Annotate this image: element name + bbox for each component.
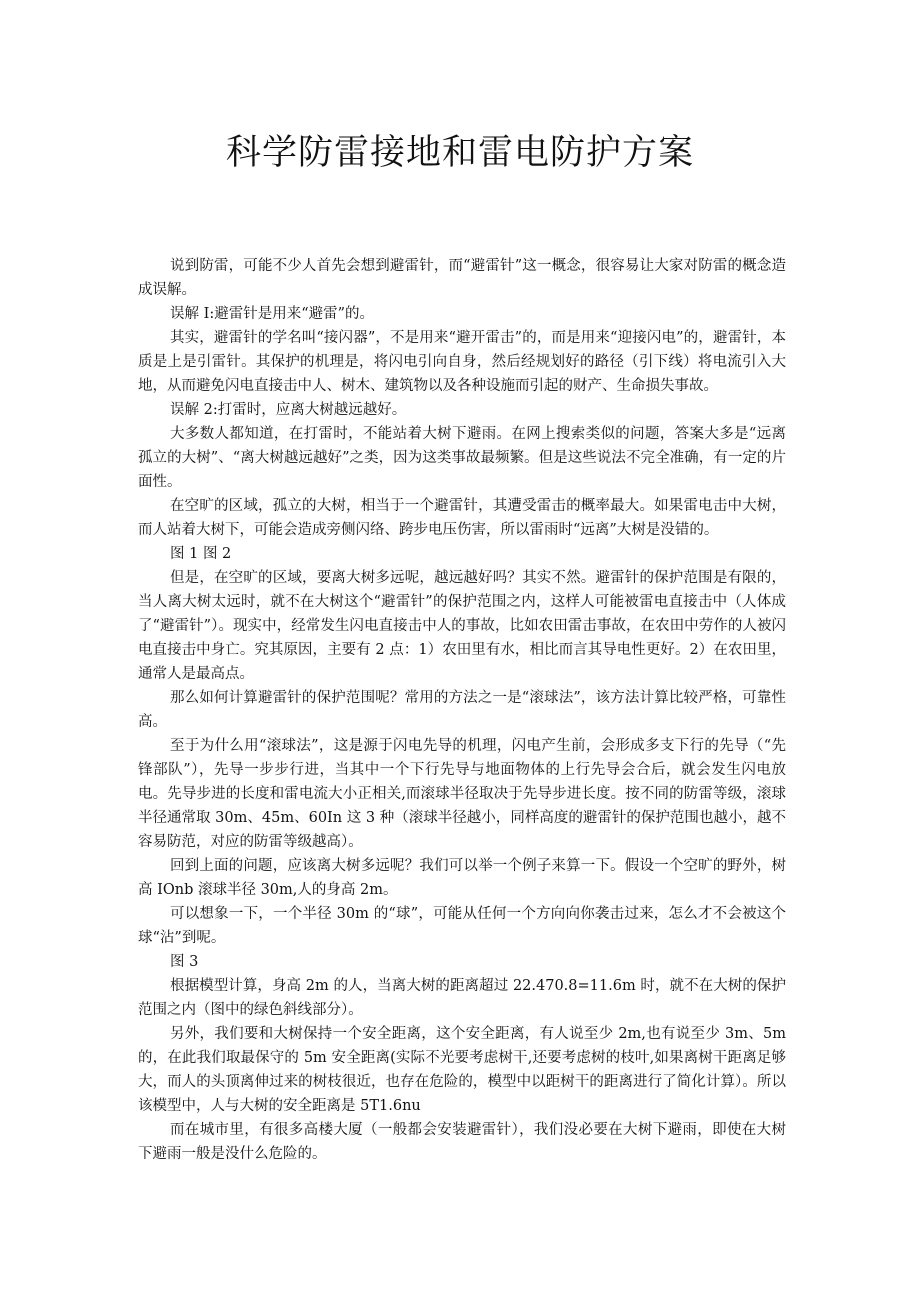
paragraph: 大多数人都知道，在打雷时，不能站着大树下避雨。在网上搜索类似的问题，答案大多是“远离孤立的大树”、“离大树越远越好”之类，因为这类事故最频繁。但是这些说法不完全准确，有一定的片面性。 [138, 426, 786, 490]
paragraph: 根据模型计算，身高 2m 的人，当离大树的距离超过 22.470.8=11.6m 时，就不在大树的保护范围之内（图中的绿色斜线部分）。 [138, 978, 786, 1018]
paragraph: 那么如何计算避雷针的保护范围呢？常用的方法之一是“滚球法”，该方法计算比较严格，可靠性高。 [138, 690, 786, 730]
paragraph: 另外，我们要和大树保持一个安全距离，这个安全距离，有人说至少 2m,也有说至少 3m、5m 的，在此我们取最保守的 5m 安全距离(实际不光要考虑树干,还要考虑树的枝叶,如果离树干距离足够大，而人的头顶离伸过来的树枝很近，也存在危险的，模型中以距树干的距离进行了简化计算）。所以该模型中，人与大树的安全距离是 5T1.6nu [138, 1026, 786, 1114]
paragraph: 其实，避雷针的学名叫“接闪器”，不是用来“避开雷击”的，而是用来“迎接闪电”的，避雷针，本质是上是引雷针。其保护的机理是，将闪电引向自身，然后经规划好的路径（引下线）将电流引入大地，从而避免闪电直接击中人、树木、建筑物以及各种设施而引起的财产、生命损失事故。 [138, 330, 786, 394]
paragraph: 但是，在空旷的区域，要离大树多远呢，越远越好吗？其实不然。避雷针的保护范围是有限的，当人离大树太远时，就不在大树这个“避雷针”的保护范围之内，这样人可能被雷电直接击中（人体成了“避雷针”）。现实中，经常发生闪电直接击中人的事故，比如农田雷击事故，在农田中劳作的人被闪电直接击中身亡。究其原因，主要有 2 点：1）农田里有水，相比而言其导电性更好。2）在农田里，通常人是最高点。 [138, 570, 786, 682]
figure-caption: 图 3 [170, 954, 199, 970]
paragraph: 可以想象一下，一个半径 30m 的“球”，可能从任何一个方向向你袭击过来，怎么才不会被这个球“沾”到呢。 [138, 906, 786, 946]
paragraph: 误解 2:打雷时，应离大树越远越好。 [170, 402, 407, 418]
document-title: 科学防雷接地和雷电防护方案 [225, 133, 694, 173]
paragraph: 说到防雷，可能不少人首先会想到避雷针，而“避雷针”这一概念，很容易让大家对防雷的概念造成误解。 [138, 258, 786, 298]
paragraph: 而在城市里，有很多高楼大厦（一般都会安装避雷针），我们没必要在大树下避雨，即使在大树下避雨一般是没什么危险的。 [138, 1122, 786, 1162]
paragraph: 误解 I:避雷针是用来“避雷”的。 [170, 306, 375, 322]
document-body [138, 254, 786, 1166]
paragraph: 回到上面的问题，应该离大树多远呢？我们可以举一个例子来算一下。假设一个空旷的野外，树高 IOnb 滚球半径 30m,人的身高 2m。 [138, 858, 786, 898]
paragraph: 至于为什么用“滚球法”，这是源于闪电先导的机理，闪电产生前，会形成多支下行的先导（“先锋部队”），先导一步步行进，当其中一个下行先导与地面物体的上行先导会合后，就会发生闪电放电。先导步进的长度和雷电流大小正相关,而滚球半径取决于先导步进长度。按不同的防雷等级，滚球半径通常取 30m、45m、60In 这 3 种（滚球半径越小，同样高度的避雷针的保护范围也越小，越不容易防范，对应的防雷等级越高）。 [138, 738, 786, 850]
paragraph: 在空旷的区域，孤立的大树，相当于一个避雷针，其遭受雷击的概率最大。如果雷电击中大树，而人站着大树下，可能会造成旁侧闪络、跨步电压伤害，所以雷雨时“远离”大树是没错的。 [138, 498, 786, 538]
figure-caption: 图 1 图 2 [170, 546, 232, 562]
